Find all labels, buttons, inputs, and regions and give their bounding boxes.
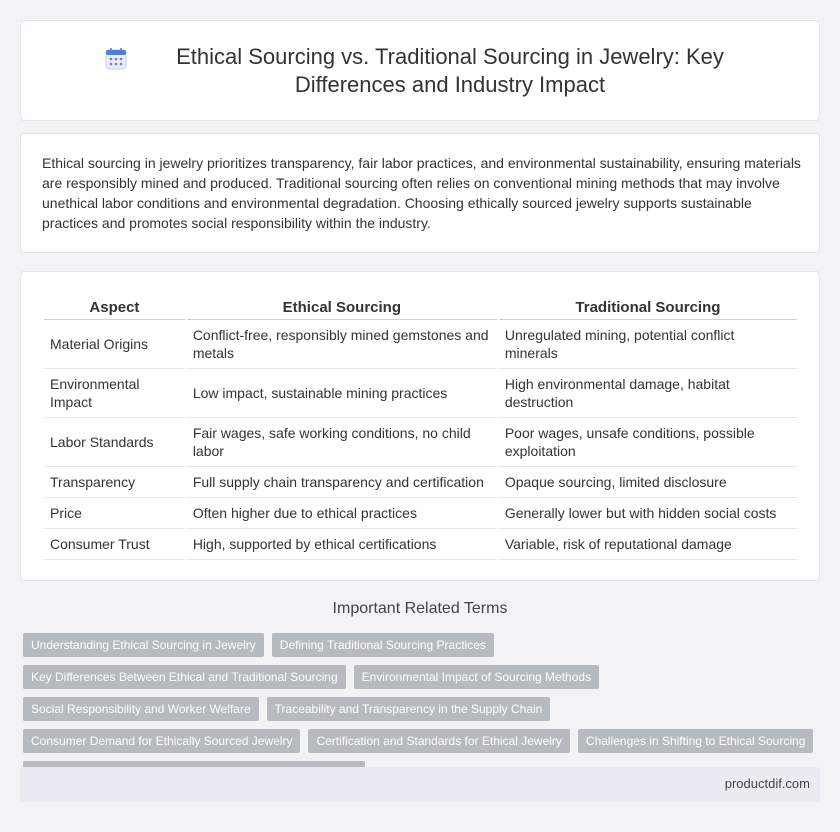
table-row xyxy=(44,498,797,529)
table-cell: Environmental Impact xyxy=(44,369,185,418)
table-cell: Material Origins xyxy=(44,320,185,369)
related-term-tag[interactable]: Challenges in Shifting to Ethical Sourcing xyxy=(578,729,813,753)
table-cell: Conflict-free, responsibly mined gemstones and metals xyxy=(187,320,497,369)
column-header: Ethical Sourcing xyxy=(187,296,497,320)
table-cell: Transparency xyxy=(44,467,185,498)
table-cell: Labor Standards xyxy=(44,418,185,467)
table-cell: Unregulated mining, potential conflict minerals xyxy=(499,320,797,369)
intro-card xyxy=(20,133,820,253)
related-term-tag[interactable]: Social Responsibility and Worker Welfare xyxy=(23,697,259,721)
table-cell: Low impact, sustainable mining practices xyxy=(187,369,497,418)
related-term-tag[interactable]: Consumer Demand for Ethically Sourced Jewelry xyxy=(23,729,300,753)
comparison-table xyxy=(42,296,799,560)
page-title: Ethical Sourcing vs. Traditional Sourcing in Jewelry: Key Differences and Industry Impact xyxy=(176,43,724,97)
table-cell: Often higher due to ethical practices xyxy=(187,498,497,529)
table-cell: High environmental damage, habitat destruction xyxy=(499,369,797,418)
related-terms-list xyxy=(23,633,823,785)
related-term-tag[interactable]: Traceability and Transparency in the Supply Chain xyxy=(267,697,551,721)
table-cell: Fair wages, safe working conditions, no child labor xyxy=(187,418,497,467)
table-cell: Opaque sourcing, limited disclosure xyxy=(499,467,797,498)
table-row xyxy=(44,320,797,369)
header-card xyxy=(20,20,820,121)
table-cell: High, supported by ethical certifications xyxy=(187,529,497,560)
footer-bar xyxy=(20,767,820,802)
table-header-row xyxy=(44,296,797,320)
comparison-table-card xyxy=(20,271,820,581)
related-terms-heading: Important Related Terms xyxy=(332,600,508,617)
table-row xyxy=(44,529,797,560)
related-term-tag[interactable]: Key Differences Between Ethical and Traditional Sourcing xyxy=(23,665,346,689)
table-row xyxy=(44,467,797,498)
table-cell: Full supply chain transparency and certification xyxy=(187,467,497,498)
related-term-tag[interactable]: Defining Traditional Sourcing Practices xyxy=(272,633,494,657)
table-cell: Poor wages, unsafe conditions, possible exploitation xyxy=(499,418,797,467)
related-term-tag[interactable]: Certification and Standards for Ethical Jewelry xyxy=(308,729,569,753)
column-header: Aspect xyxy=(44,296,185,320)
table-row xyxy=(44,418,797,467)
table-cell: Generally lower but with hidden social costs xyxy=(499,498,797,529)
column-header: Traditional Sourcing xyxy=(499,296,797,320)
site-link[interactable]: productdif.com xyxy=(724,776,810,791)
related-term-tag[interactable]: Understanding Ethical Sourcing in Jewelry xyxy=(23,633,264,657)
table-cell: Variable, risk of reputational damage xyxy=(499,529,797,560)
table-row xyxy=(44,369,797,418)
related-term-tag[interactable]: Environmental Impact of Sourcing Methods xyxy=(354,665,599,689)
table-cell: Price xyxy=(44,498,185,529)
table-cell: Consumer Trust xyxy=(44,529,185,560)
intro-paragraph: Ethical sourcing in jewelry prioritizes transparency, fair labor practices, and environmental sustainability, ensuring materials are responsibly mined and produced. Traditional sourcing often relies on conventional mining methods that may involve unethical labor conditions and environmental degradation. Choosing ethically sourced jewelry supports sustainable practices and promotes social responsibility within the industry. xyxy=(42,155,801,231)
